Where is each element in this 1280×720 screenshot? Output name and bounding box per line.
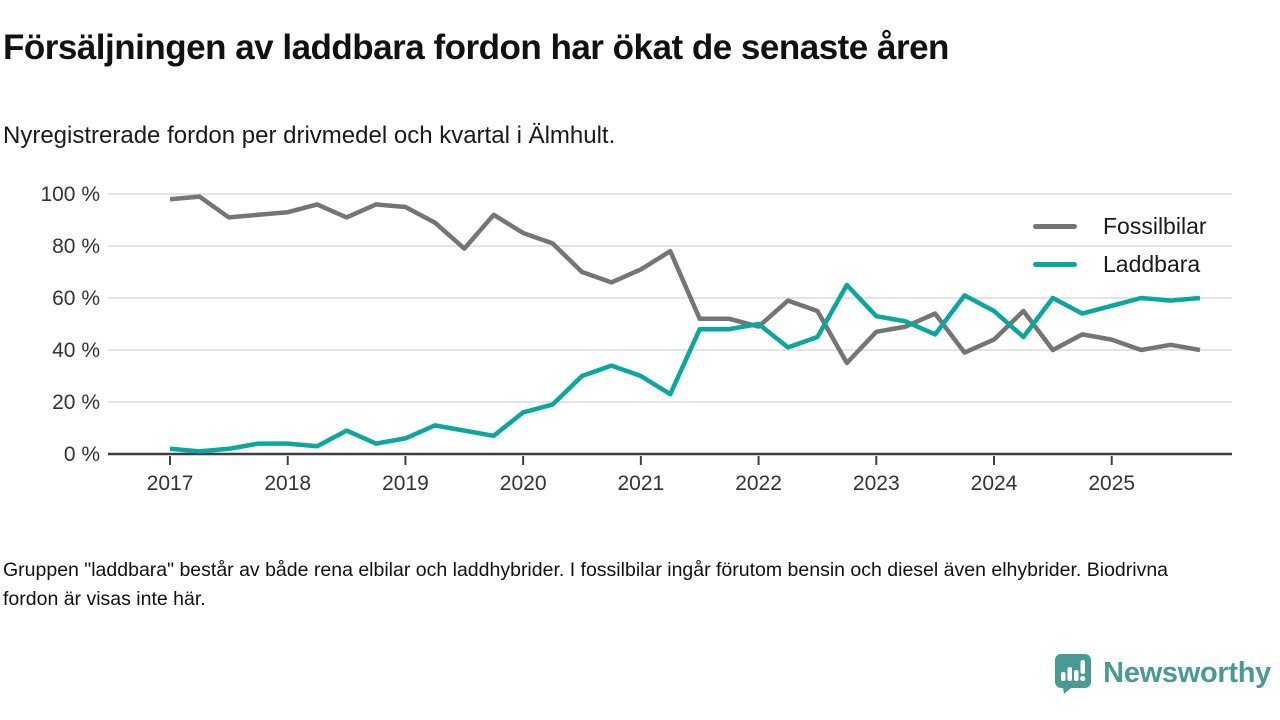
svg-text:80 %: 80 % bbox=[52, 235, 100, 258]
svg-text:100 %: 100 % bbox=[40, 183, 100, 206]
chart-subtitle: Nyregistrerade fordon per drivmedel och kvartal i Älmhult. bbox=[3, 122, 616, 149]
chart-footnote: Gruppen "laddbara" består av både rena elbilar och laddhybrider. I fossilbilar ingår förutom bensin och diesel även elhybrider. Biodrivna fordon är visas inte här. bbox=[3, 559, 1169, 610]
newsworthy-logo bbox=[1053, 652, 1271, 694]
legend-item-fossilbilar bbox=[1033, 212, 1207, 241]
newsworthy-speech-bubble-chart-icon bbox=[1053, 652, 1093, 694]
svg-text:2017: 2017 bbox=[146, 472, 194, 495]
svg-text:2022: 2022 bbox=[735, 472, 782, 495]
fossil-line-swatch-icon bbox=[1033, 224, 1077, 229]
legend-label: Laddbara bbox=[1103, 251, 1201, 277]
chart-title: Försäljningen av laddbara fordon har ökat de senaste åren bbox=[3, 28, 949, 67]
logo-text: Newsworthy bbox=[1103, 656, 1271, 689]
svg-text:0 %: 0 % bbox=[63, 443, 100, 466]
svg-text:2019: 2019 bbox=[382, 472, 429, 495]
svg-text:60 %: 60 % bbox=[52, 287, 100, 310]
svg-text:2020: 2020 bbox=[499, 472, 547, 495]
legend-label: Fossilbilar bbox=[1103, 213, 1207, 239]
chart-legend bbox=[1033, 212, 1207, 279]
laddbara-line-swatch-icon bbox=[1033, 262, 1077, 267]
svg-text:2023: 2023 bbox=[852, 472, 900, 495]
legend-item-laddbara bbox=[1033, 250, 1207, 279]
svg-text:20 %: 20 % bbox=[52, 391, 100, 414]
svg-text:2018: 2018 bbox=[264, 472, 312, 495]
svg-text:2025: 2025 bbox=[1088, 472, 1136, 495]
svg-text:2021: 2021 bbox=[617, 472, 665, 495]
svg-text:40 %: 40 % bbox=[52, 339, 100, 362]
svg-text:2024: 2024 bbox=[970, 472, 1018, 495]
